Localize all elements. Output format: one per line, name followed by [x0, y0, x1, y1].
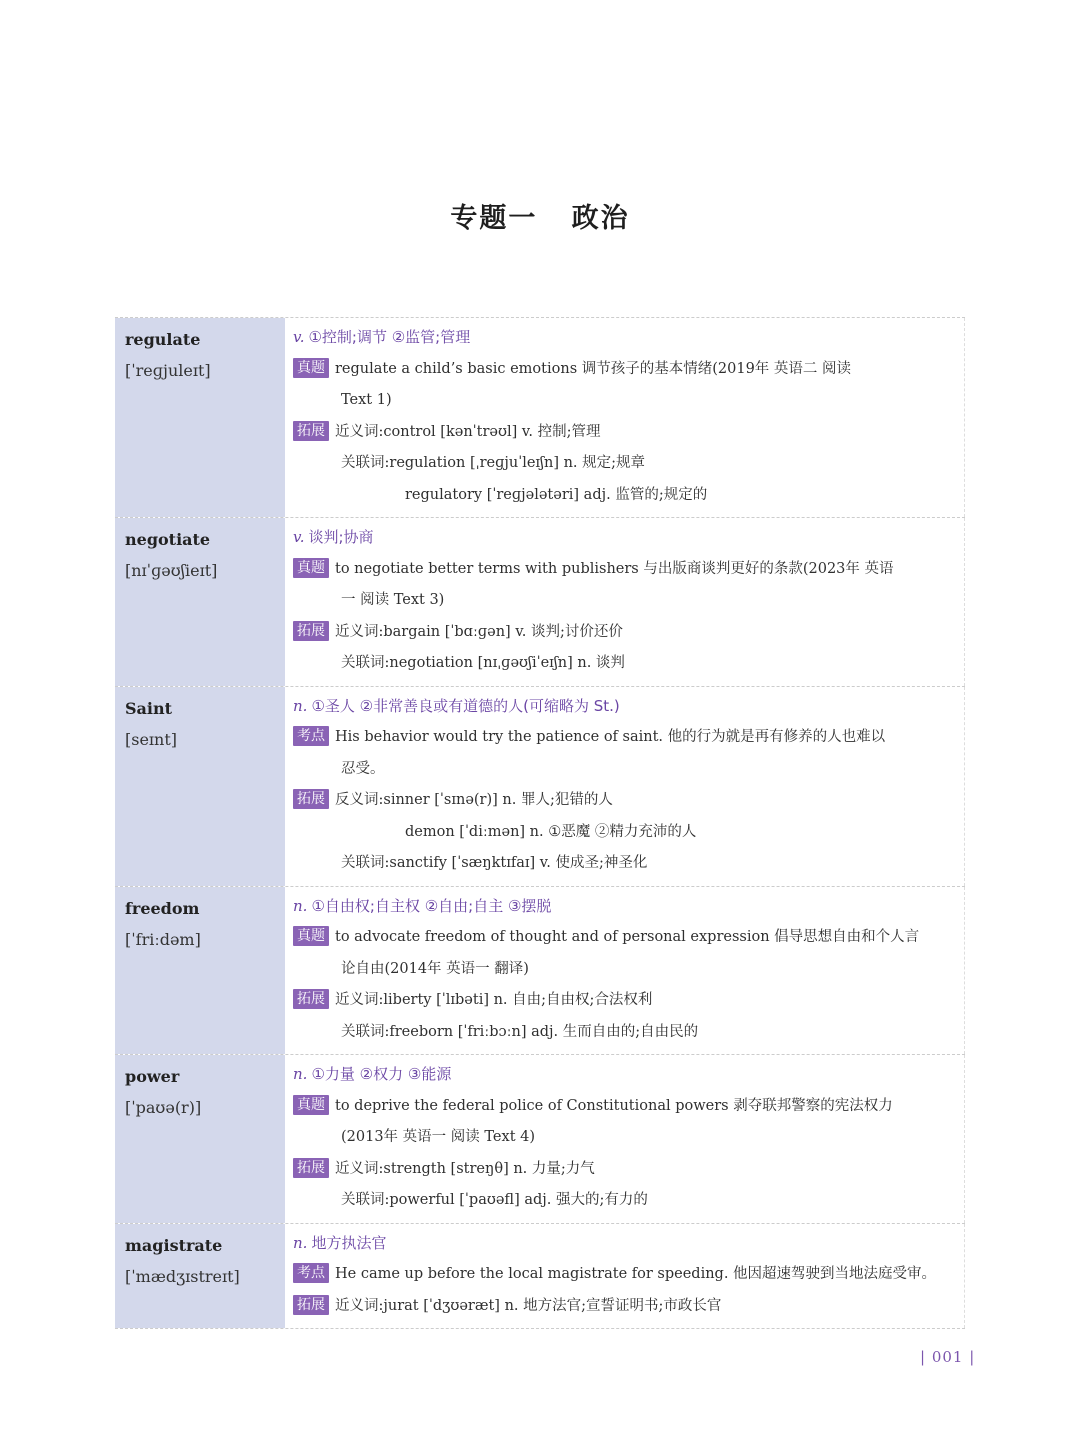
- entry-text: 近义词:bargain [ˈbɑːɡən] v. 谈判;讨价还价: [335, 623, 623, 640]
- headword-block: [125, 524, 217, 586]
- headword: regulate: [125, 330, 201, 349]
- definition-line: [293, 322, 964, 354]
- label-badge: 真题: [293, 558, 329, 578]
- entry-text: 关联词:sanctify [ˈsæŋktɪfaɪ] v. 使成圣;神圣化: [341, 855, 648, 871]
- vocab-entry: [115, 318, 965, 518]
- phonetic: [ˈfriːdəm]: [125, 929, 201, 949]
- entry-body: [285, 1055, 965, 1223]
- headword-block: [125, 324, 211, 386]
- entry-body: [285, 518, 965, 686]
- definitions: 地方执法官: [311, 1233, 387, 1252]
- entry-line: [293, 722, 964, 754]
- label-badge: 拓展: [293, 789, 329, 809]
- page-number: | 001 |: [920, 1348, 976, 1366]
- entry-text: 近义词:strength [streŋθ] n. 力量;力气: [335, 1160, 595, 1177]
- definition-line: [293, 522, 964, 554]
- headword: negotiate: [125, 530, 211, 549]
- headword: Saint: [125, 698, 173, 718]
- entry-text: demon [ˈdiːmən] n. ①恶魔 ②精力充沛的人: [405, 823, 697, 840]
- entry-text: Text 1): [341, 392, 392, 408]
- entry-body: [285, 687, 965, 886]
- entry-line: [293, 554, 964, 586]
- part-of-speech: n.: [293, 896, 308, 915]
- phonetic: [seɪnt]: [125, 729, 178, 749]
- phonetic: [ˈreɡjuleɪt]: [125, 361, 211, 380]
- page-title: 专题一 政治: [450, 203, 630, 234]
- part-of-speech: v.: [293, 528, 305, 546]
- entry-line: [293, 922, 964, 954]
- entry-line: [293, 785, 964, 817]
- definition-line: [293, 891, 964, 923]
- entry-line: [293, 1259, 964, 1291]
- label-badge: 拓展: [293, 989, 329, 1009]
- entry-text: 一 阅读 Text 3): [341, 592, 445, 608]
- entry-line: [293, 617, 964, 649]
- headword-block: [125, 1061, 201, 1123]
- vocabulary-table: [115, 317, 965, 1329]
- headword: freedom: [125, 898, 200, 918]
- entry-body: [285, 1224, 965, 1329]
- entry-text: (2013年 英语一 阅读 Text 4): [341, 1129, 536, 1145]
- headword-block: [125, 693, 177, 755]
- headword: magistrate: [125, 1235, 223, 1255]
- label-badge: 拓展: [293, 621, 329, 641]
- entry-text: regulatory [ˈreɡjələtəri] adj. 监管的;规定的: [405, 486, 708, 503]
- definition-line: [293, 1228, 964, 1260]
- entry-body: [285, 318, 965, 517]
- definitions: ①控制;调节 ②监管;管理: [308, 328, 471, 346]
- part-of-speech: n.: [293, 1065, 308, 1083]
- entry-line: [293, 480, 964, 512]
- entry-text: He came up before the local magistrate for speeding. 他因超速驾驶到当地法庭受审。: [335, 1266, 937, 1282]
- entry-line: [293, 585, 964, 617]
- entry-line: [293, 448, 964, 480]
- label-badge: 考点: [293, 726, 329, 746]
- entry-line: [293, 817, 964, 849]
- vocab-entry: [115, 1224, 965, 1330]
- entry-line: [293, 1122, 964, 1154]
- entry-text: 关联词:negotiation [nɪˌɡəʊʃiˈeɪʃn] n. 谈判: [341, 655, 625, 671]
- definitions: ①圣人 ②非常善良或有道德的人(可缩略为 St.): [311, 696, 620, 715]
- entry-line: [293, 1185, 964, 1217]
- entry-line: [293, 1154, 964, 1186]
- label-badge: 真题: [293, 1095, 329, 1115]
- vocab-entry: [115, 1055, 965, 1224]
- entry-line: [293, 754, 964, 786]
- label-badge: 考点: [293, 1263, 329, 1283]
- entry-line: [293, 985, 964, 1017]
- definitions: 谈判;协商: [308, 528, 374, 546]
- part-of-speech: n.: [293, 1233, 308, 1252]
- entry-text: to negotiate better terms with publishers 与出版商谈判更好的条款(2023年 英语: [335, 560, 894, 577]
- entry-line: [293, 1017, 964, 1049]
- definitions: ①力量 ②权力 ③能源: [311, 1065, 452, 1083]
- entry-line: [293, 417, 964, 449]
- entry-text: to advocate freedom of thought and of personal expression 倡导思想自由和个人言: [335, 929, 920, 945]
- vocab-entry: [115, 887, 965, 1056]
- entry-text: regulate a child’s basic emotions 调节孩子的基本情绪(2019年 英语二 阅读: [335, 360, 852, 377]
- vocab-entry: [115, 518, 965, 687]
- entry-line: [293, 954, 964, 986]
- label-badge: 真题: [293, 926, 329, 946]
- entry-text: 关联词:freeborn [ˈfriːbɔːn] adj. 生而自由的;自由民的: [341, 1023, 699, 1040]
- definition-line: [293, 1059, 964, 1091]
- label-badge: 拓展: [293, 1158, 329, 1178]
- entry-line: [293, 1091, 964, 1123]
- entry-text: to deprive the federal police of Constitutional powers 剥夺联邦警察的宪法权力: [335, 1097, 893, 1114]
- part-of-speech: v.: [293, 328, 305, 346]
- definitions: ①自由权;自主权 ②自由;自主 ③摆脱: [311, 896, 552, 915]
- entry-line: [293, 648, 964, 680]
- entry-text: 近义词:jurat [ˈdʒʊəræt] n. 地方法官;宣誓证明书;市政长官: [335, 1297, 722, 1314]
- entry-line: [293, 354, 964, 386]
- vocab-entry: [115, 687, 965, 887]
- phonetic: [ˈmædʒɪstreɪt]: [125, 1266, 240, 1286]
- label-badge: 真题: [293, 358, 329, 378]
- entry-text: 忍受。: [341, 760, 385, 777]
- label-badge: 拓展: [293, 1295, 329, 1315]
- headword: power: [125, 1067, 180, 1086]
- label-badge: 拓展: [293, 421, 329, 441]
- entry-text: 关联词:powerful [ˈpaʊəfl] adj. 强大的;有力的: [341, 1192, 648, 1208]
- headword-block: [125, 1230, 240, 1292]
- entry-text: 关联词:regulation [ˌreɡjuˈleɪʃn] n. 规定;规章: [341, 455, 646, 471]
- entry-text: 近义词:control [kənˈtrəʊl] v. 控制;管理: [335, 423, 601, 440]
- headword-block: [125, 893, 201, 955]
- entry-text: His behavior would try the patience of saint. 他的行为就是再有修养的人也难以: [335, 729, 886, 745]
- phonetic: [nɪˈɡəʊʃieɪt]: [125, 561, 218, 580]
- entry-text: 论自由(2014年 英语一 翻译): [341, 960, 529, 977]
- entry-text: 反义词:sinner [ˈsɪnə(r)] n. 罪人;犯错的人: [335, 792, 613, 808]
- entry-body: [285, 887, 965, 1055]
- entry-line: [293, 1291, 964, 1323]
- entry-line: [293, 385, 964, 417]
- entry-line: [293, 848, 964, 880]
- phonetic: [ˈpaʊə(r)]: [125, 1098, 202, 1117]
- definition-line: [293, 691, 964, 723]
- part-of-speech: n.: [293, 696, 308, 715]
- entry-text: 近义词:liberty [ˈlɪbəti] n. 自由;自由权;合法权利: [335, 992, 653, 1008]
